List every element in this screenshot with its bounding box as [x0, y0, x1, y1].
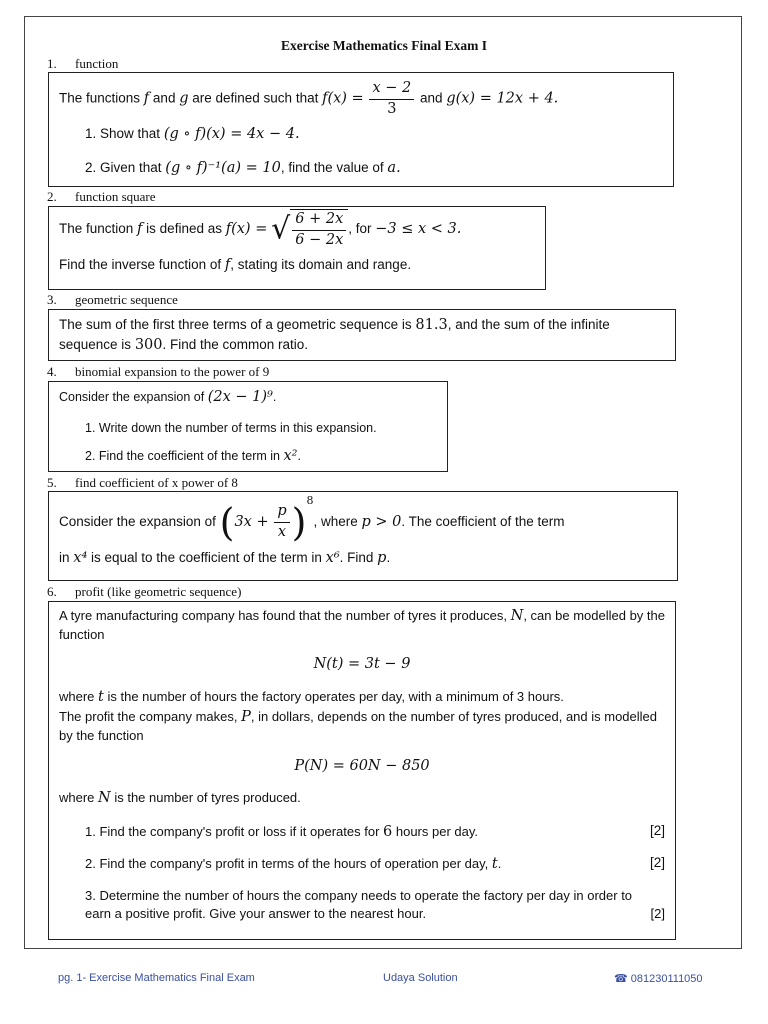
q1-item-1: 1. Show that (g ∘ f)(x) = 4x − 4. [85, 126, 300, 143]
q6-item-3: [2] 3. Determine the number of hours the company needs to operate the factory per day in order to earn a positive profit. Give your answer to the nearest hour. [59, 887, 665, 923]
square-root: √ $\frac{6 + 2x}{6 - 2x}$ [271, 209, 348, 250]
q6-item-1: [2] 1. Find the company's profit or loss if it operates for 6 hours per day. [85, 823, 665, 841]
marks-label: [2] [650, 905, 665, 921]
q5-statement: Consider the expansion of (3x + $\frac{p}{x}$ )$^8$, where p > 0. The coefficient of the term [59, 494, 565, 545]
section-heading-2: 2. function square [47, 189, 156, 204]
footer-phone [614, 972, 703, 985]
section-heading-6: 6. profit (like geometric sequence) [47, 584, 242, 599]
q6-paragraph-2: where t is the number of hours the factory operates per day, with a minimum of 3 hours. [59, 688, 564, 705]
fraction: $\frac{x - 2}{3}$ [369, 79, 414, 119]
question-box-5 [48, 491, 678, 581]
question-box-1 [48, 72, 674, 187]
q3-statement: The sum of the first three terms of a geometric sequence is 81.3, and the sum of the infinite sequence is 300. Find the common ratio. [59, 317, 610, 353]
q2-line-2: Find the inverse function of f, stating its domain and range. [59, 257, 412, 274]
section-heading-5: 5. find coefficient of x power of 8 [47, 475, 238, 490]
q2-statement: The function f is defined as f(x) = √ $\frac{6 + 2x}{6 - 2x}$ , for −3 ≤ x < 3. [59, 209, 535, 250]
section-heading-text: function [75, 56, 119, 71]
q1-item-2: 2. Given that (g ∘ f)⁻¹(a) = 10, find the value of a. [85, 159, 401, 176]
question-box-2 [48, 206, 546, 290]
q6-item-2: [2] 2. Find the company's profit in terms of the hours of operation per day, t. [85, 855, 665, 873]
phone-icon: ☎ 081230111050 [614, 973, 703, 985]
question-box-3 [48, 309, 676, 361]
q1-statement: The functions f and g are defined such that f(x) = $\frac{x - 2}{3}$ and g(x) = 12x + 4. [59, 79, 663, 119]
q6-equation-2: P(N) = 60N − 850 [294, 757, 430, 774]
section-heading-1 [47, 56, 118, 72]
q6-paragraph-4: where N is the number of tyres produced. [59, 789, 301, 806]
q4-statement: Consider the expansion of (2x − 1)⁹. [59, 389, 277, 405]
section-heading-4: 4. binomial expansion to the power of 9 [47, 364, 270, 379]
question-box-4 [48, 381, 448, 472]
footer-author: Udaya Solution [383, 972, 458, 984]
marks-label: [2] [649, 855, 665, 871]
q4-item-1: 1. Write down the number of terms in this expansion. [85, 420, 377, 435]
q5-line-2: in x⁴ is equal to the coefficient of the term in x⁶. Find p. [59, 549, 391, 566]
footer-page-label: pg. 1- Exercise Mathematics Final Exam [58, 972, 255, 984]
section-heading-3: 3. geometric sequence [47, 292, 178, 307]
q6-equation-1: N(t) = 3t − 9 [313, 656, 411, 673]
question-box-6 [48, 601, 676, 940]
marks-label: [2] [649, 823, 665, 839]
q6-paragraph-3: The profit the company makes, P, in dollars, depends on the number of tyres produced, and is modelled by the function [59, 709, 657, 744]
q4-item-2: 2. Find the coefficient of the term in x². [85, 448, 301, 465]
section-number: 1. [47, 56, 57, 71]
q6-paragraph-1: A tyre manufacturing company has found that the number of tyres it produces, N, can be modelled by the function [59, 608, 665, 643]
document-title: Exercise Mathematics Final Exam I [281, 38, 487, 53]
